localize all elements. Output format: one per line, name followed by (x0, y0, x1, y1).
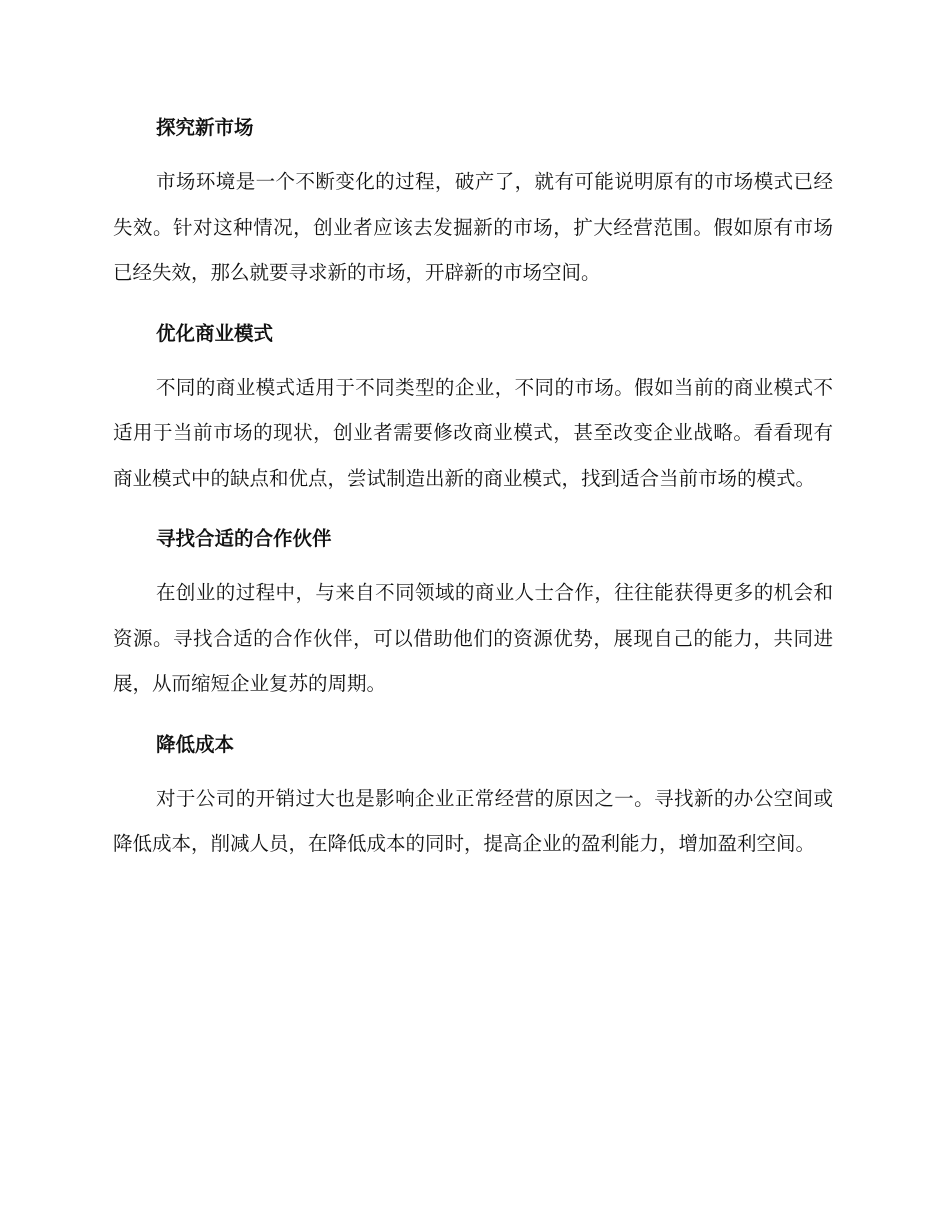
section-heading: 探究新市场 (156, 116, 254, 139)
section-heading: 寻找合适的合作伙伴 (156, 527, 332, 550)
section-explore-new-market (113, 112, 833, 296)
document-content (113, 112, 833, 889)
section-heading: 降低成本 (156, 732, 235, 756)
section-reduce-costs (113, 729, 833, 867)
section-paragraph: 市场环境是一个不断变化的过程，破产了，就有可能说明原有的市场模式已经失效。针对这种情况，创业者应该去发掘新的市场，扩大经营范围。假如原有市场已经失效，那么就要寻求新的市场，开辟新的市场空间。 (113, 170, 833, 284)
section-optimize-business-model (113, 318, 833, 502)
section-paragraph: 对于公司的开销过大也是影响企业正常经营的原因之一。寻找新的办公空间或降低成本，削减人员，在降低成本的同时，提高企业的盈利能力，增加盈利空间。 (113, 786, 833, 855)
section-paragraph: 在创业的过程中，与来自不同领域的商业人士合作，往往能获得更多的机会和资源。寻找合适的合作伙伴，可以借助他们的资源优势，展现自己的能力，共同进展，从而缩短企业复苏的周期。 (113, 581, 833, 695)
section-paragraph: 不同的商业模式适用于不同类型的企业，不同的市场。假如当前的商业模式不适用于当前市场的现状，创业者需要修改商业模式，甚至改变企业战略。看看现有商业模式中的缺点和优点，尝试制造出新的商业模式，找到适合当前市场的模式。 (113, 375, 833, 490)
section-find-partners (113, 523, 833, 707)
section-heading: 优化商业模式 (156, 321, 274, 345)
